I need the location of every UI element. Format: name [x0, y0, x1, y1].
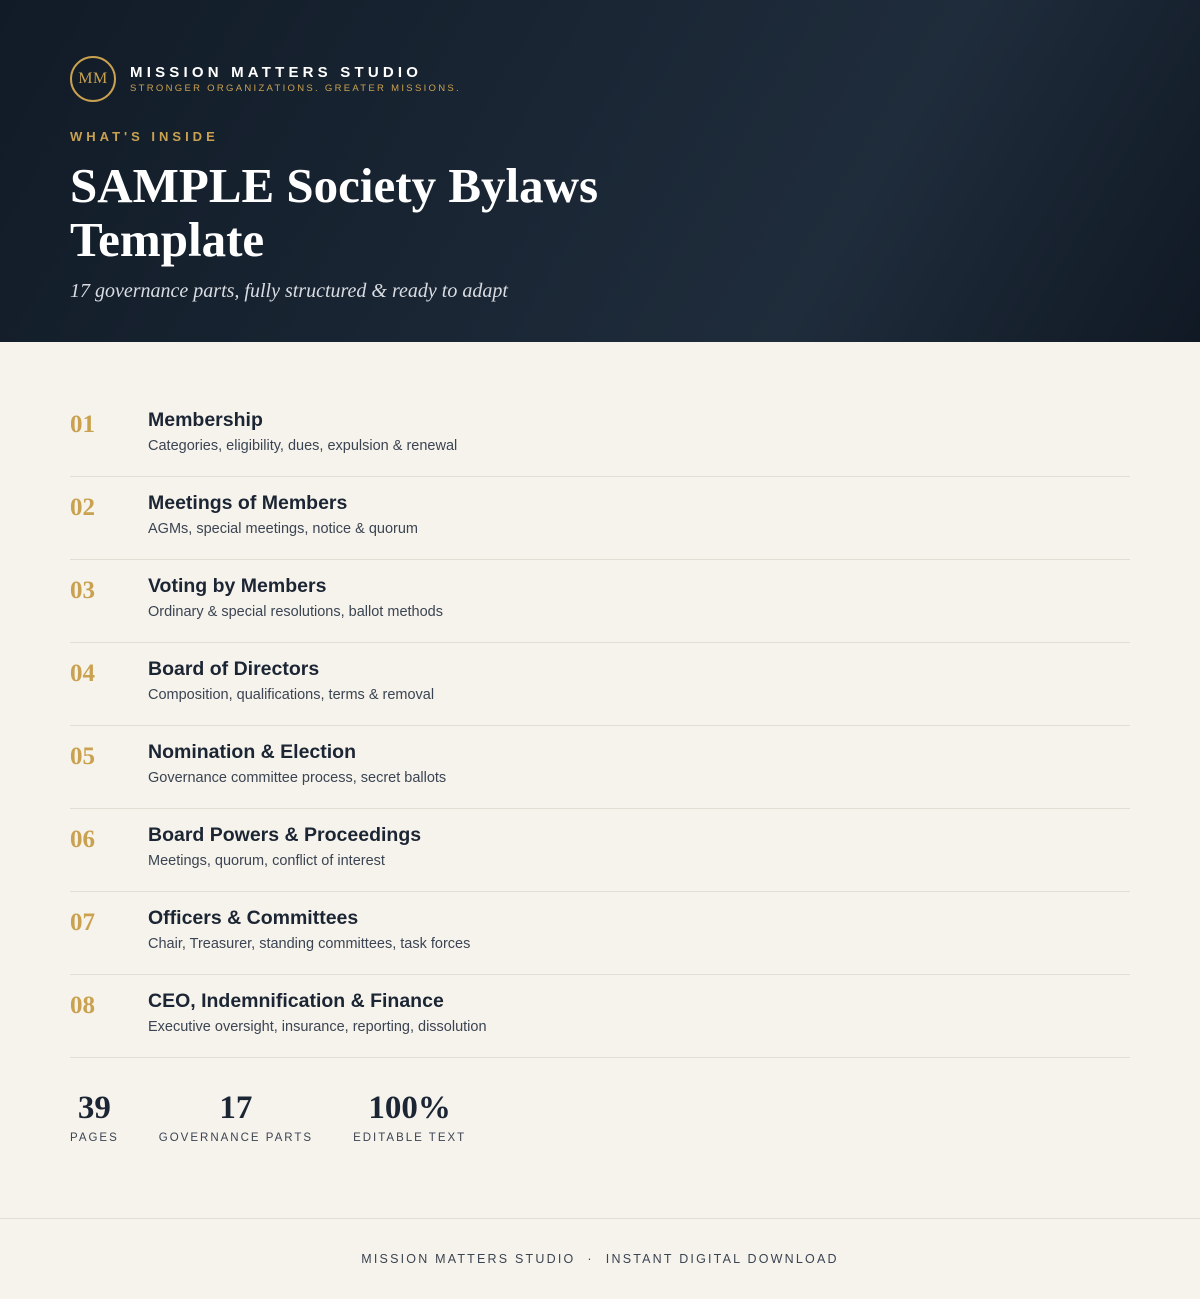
stat-value: 39: [77, 1090, 111, 1126]
item-number: 02: [70, 494, 95, 521]
item-description: Meetings, quorum, conflict of interest: [148, 853, 385, 869]
item-title: CEO, Indemnification & Finance: [148, 990, 444, 1012]
item-number: 01: [70, 411, 95, 438]
stat-pages: [70, 1089, 119, 1145]
item-description: AGMs, special meetings, notice & quorum: [148, 521, 418, 537]
brand-text: [130, 64, 461, 95]
list-item: [70, 809, 1130, 892]
brand: [70, 56, 1130, 102]
item-description: Categories, eligibility, dues, expulsion & renewal: [148, 438, 458, 454]
list-item: [70, 477, 1130, 560]
item-number: 03: [70, 577, 95, 604]
brand-tagline: STRONGER ORGANIZATIONS. GREATER MISSIONS.: [130, 82, 461, 94]
item-title: Officers & Committees: [148, 907, 359, 929]
item-number: 06: [70, 826, 95, 853]
list-item: [70, 394, 1130, 477]
stat-label: EDITABLE TEXT: [353, 1132, 467, 1144]
stat-value: 17: [219, 1090, 253, 1126]
footer-brand: MISSION MATTERS STUDIO: [361, 1252, 576, 1266]
item-description: Composition, qualifications, terms & removal: [148, 687, 435, 703]
item-title: Nomination & Election: [148, 741, 357, 763]
stat-editable-text: [353, 1089, 466, 1145]
item-number: 05: [70, 743, 95, 770]
item-description: Chair, Treasurer, standing committees, task forces: [148, 936, 471, 952]
stat-label: GOVERNANCE PARTS: [158, 1132, 314, 1144]
list-item: [70, 975, 1130, 1058]
stat-label: PAGES: [70, 1132, 119, 1144]
brand-logo: MM: [70, 56, 116, 102]
table-of-contents: [0, 342, 1200, 1058]
item-title: Board of Directors: [148, 658, 320, 680]
list-item: [70, 643, 1130, 726]
item-description: Ordinary & special resolutions, ballot methods: [148, 604, 443, 620]
item-description: Executive oversight, insurance, reporting, dissolution: [148, 1019, 487, 1035]
footer-download-note: INSTANT DIGITAL DOWNLOAD: [605, 1252, 839, 1266]
item-description: Governance committee process, secret ballots: [148, 770, 447, 786]
hero-banner: [0, 0, 1200, 342]
brand-name: MISSION MATTERS STUDIO: [130, 63, 423, 81]
page-title: SAMPLE Society Bylaws Template: [70, 158, 599, 267]
footer-separator: ·: [587, 1252, 594, 1266]
page-subtitle: 17 governance parts, fully structured & ready to adapt: [70, 280, 508, 302]
item-title: Board Powers & Proceedings: [148, 824, 422, 846]
stat-value: 100%: [368, 1090, 451, 1126]
item-title: Voting by Members: [148, 575, 327, 597]
stat-governance-parts: [159, 1089, 313, 1145]
footer: [0, 1218, 1200, 1299]
item-title: Meetings of Members: [148, 492, 348, 514]
stats-row: [0, 1058, 1200, 1145]
item-title: Membership: [148, 409, 263, 431]
item-number: 08: [70, 992, 95, 1019]
item-number: 07: [70, 909, 95, 936]
list-item: [70, 560, 1130, 643]
hero-eyebrow: WHAT'S INSIDE: [70, 129, 219, 144]
list-item: [70, 726, 1130, 809]
list-item: [70, 892, 1130, 975]
item-number: 04: [70, 660, 95, 687]
